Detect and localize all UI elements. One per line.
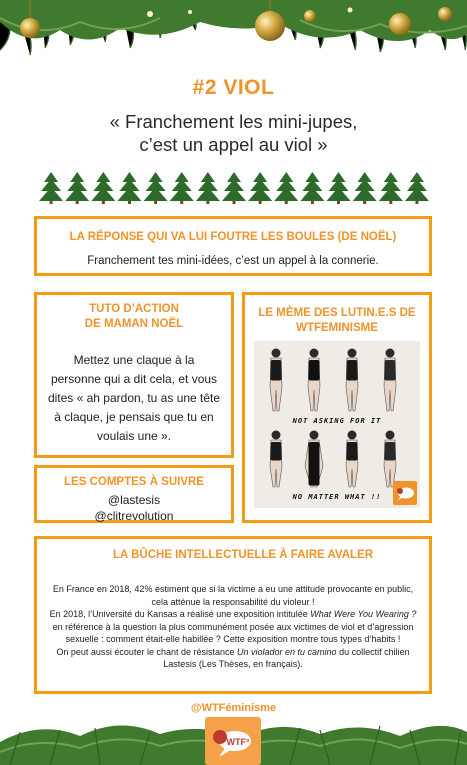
fir-tree-icon	[222, 172, 246, 204]
meme-title	[245, 306, 429, 336]
figure-silhouette-icon	[308, 349, 320, 412]
page-title: #2 VIOL	[192, 76, 275, 99]
meme-title-line-1: LE MÈME DES LUTIN.E.S DE	[258, 307, 416, 319]
meme-box	[242, 292, 432, 523]
fir-tree-icon	[248, 172, 272, 204]
facts-text	[37, 583, 429, 671]
song-title: Un violador en tu camino	[237, 646, 337, 657]
fir-tree-row	[38, 170, 430, 204]
figure-silhouette-icon	[384, 349, 396, 412]
fir-tree-icon	[196, 172, 220, 204]
quote-line-1: « Franchement les mini-jupes,	[109, 111, 358, 132]
headline-quote	[0, 110, 467, 156]
fir-tree-icon	[327, 172, 351, 204]
tutorial-title-line-2: DE MAMAN NOËL	[84, 318, 184, 330]
facts-p3-end: du collectif chilien Lastesis (Les Thèses, en français).	[163, 646, 410, 669]
figure-silhouette-icon	[270, 349, 282, 412]
fir-tree-icon	[91, 172, 115, 204]
meme-caption-top: NOT ASKING FOR IT	[292, 417, 382, 425]
facts-title: LA BÛCHE INTELLECTUELLE À FAIRE AVALER	[112, 549, 374, 561]
fir-tree-icon	[405, 172, 429, 204]
tutorial-title	[37, 302, 231, 332]
logo-text: WTF°	[226, 737, 250, 747]
tutorial-title-line-1: TUTO D’ACTION	[89, 303, 179, 315]
meme-title-line-2: WTFEMINISME	[296, 322, 378, 334]
fir-tree-icon	[353, 172, 377, 204]
fir-tree-icon	[65, 172, 89, 204]
figure-silhouette-icon	[384, 431, 396, 488]
quote-line-2: c’est un appel au viol »	[139, 134, 328, 155]
meme-image	[254, 341, 420, 508]
fir-tree-icon	[300, 172, 324, 204]
action-tutorial-box	[34, 292, 234, 458]
fir-tree-icon	[274, 172, 298, 204]
figure-silhouette-icon	[346, 431, 358, 488]
wtf-speech-bubble-icon	[393, 481, 417, 505]
meme-caption-bottom: NO MATTER WHAT !!	[292, 493, 382, 501]
fir-tree-icon	[170, 172, 194, 204]
facts-p2-start: En 2018, l’Université du Kansas a réalisé une exposition intitulée	[49, 609, 311, 619]
account-clitrevolution[interactable]: @clitrevolution	[94, 509, 174, 523]
fir-tree-icon	[144, 172, 168, 204]
social-handle: @WTFéminisme	[190, 702, 277, 714]
account-lastesis[interactable]: @lastesis	[107, 493, 161, 507]
wtf-logo	[205, 717, 261, 765]
fir-tree-icon	[117, 172, 141, 204]
top-garland	[0, 0, 467, 58]
figure-silhouette-icon	[305, 431, 323, 488]
comeback-title: LA RÉPONSE QUI VA LUI FOUTRE LES BOULES (DE NOËL)	[69, 231, 397, 243]
facts-p3-start: On peut aussi écouter le chant de résistance	[56, 646, 237, 657]
facts-paragraph-2	[49, 608, 417, 646]
fir-tree-icon	[379, 172, 403, 204]
facts-p2-end: en référence à la question la plus communément posée aux victimes de viol et d’agression sexuelle : comment était-elle habillée ? Cette exposition montre tous types d’habits !	[52, 621, 414, 644]
tutorial-text: Mettez une claque à la personne qui a dit cela, et vous dites « ah pardon, tu as une tête à claque, je pensais que tu en voulais une ».	[47, 353, 221, 443]
figure-silhouette-icon	[270, 431, 282, 488]
exhibition-title: What Were You Wearing ?	[310, 609, 417, 619]
accounts-list	[37, 492, 231, 524]
facts-paragraph-3	[49, 646, 417, 671]
comeback-text: Franchement tes mini-idées, c’est un appel à la connerie.	[87, 255, 379, 267]
fir-tree-icon	[39, 172, 63, 204]
accounts-to-follow-box	[34, 465, 234, 523]
facts-paragraph-1: En France en 2018, 42% estiment que si la victime a eu une attitude provocante en public, cela atténue la responsabilité du violeur !	[52, 584, 414, 607]
comeback-box	[34, 216, 432, 276]
facts-box	[34, 536, 432, 694]
accounts-title: LES COMPTES À SUIVRE	[64, 476, 204, 488]
figure-silhouette-icon	[346, 349, 358, 412]
